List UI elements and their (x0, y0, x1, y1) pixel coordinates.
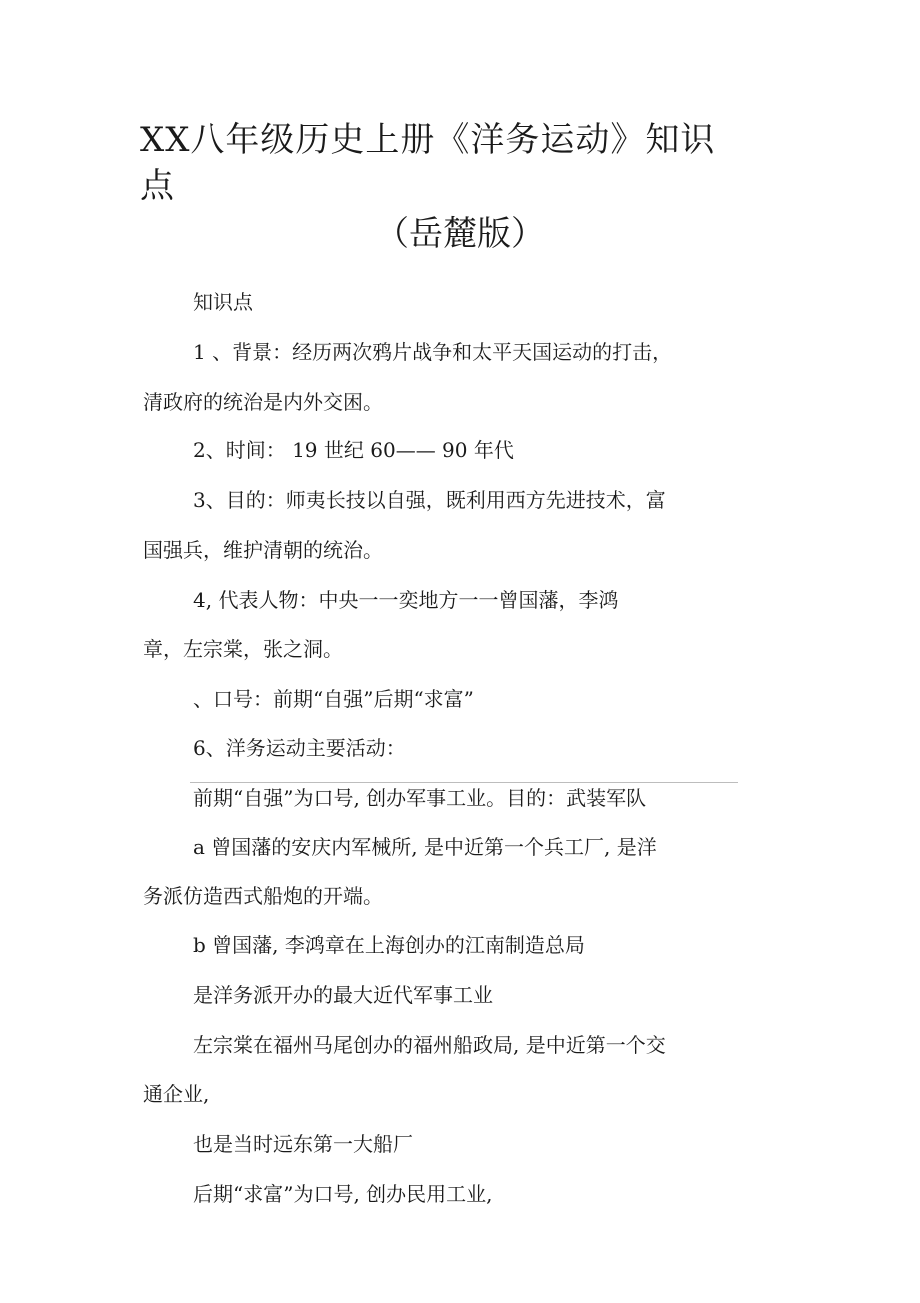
paragraph-line: 章，左宗棠，张之洞。 (143, 637, 343, 661)
paragraph-line: a 曾国藩的安庆内军械所, 是中近第一个兵工厂, 是洋 (193, 835, 657, 859)
divider-line (190, 782, 738, 783)
paragraph-line: 6、洋务运动主要活动： (193, 736, 406, 760)
paragraph-line: 3、目的：师夷长技以自强，既利用西方先进技术，富 (193, 488, 666, 512)
document-subtitle: （岳麓版） (375, 214, 545, 254)
document-title: XX八年级历史上册《洋务运动》知识 (140, 120, 716, 160)
paragraph-line: 也是当时远东第一大船厂 (193, 1132, 413, 1156)
document-title-continued: 点 (140, 166, 174, 206)
paragraph-line: 通企业, (143, 1082, 210, 1106)
paragraph-line: 后期“求富”为口号, 创办民用工业, (193, 1182, 493, 1206)
paragraph-line: 4, 代表人物：中央一一奕地方一一曾国藩，李鸿 (193, 588, 619, 612)
paragraph-line: 1 、背景：经历两次鸦片战争和太平天国运动的打击， (193, 340, 673, 364)
paragraph-line: 是洋务派开办的最大近代军事工业 (193, 983, 493, 1007)
paragraph-line: 左宗棠在福州马尾创办的福州船政局, 是中近第一个交 (193, 1033, 666, 1057)
paragraph-line: 国强兵，维护清朝的统治。 (143, 538, 383, 562)
paragraph-line: 2、时间： 19 世纪 60—— 90 年代 (193, 438, 514, 462)
section-heading: 知识点 (193, 290, 253, 314)
paragraph-line: 前期“自强”为口号, 创办军事工业。目的：武装军队 (193, 786, 647, 810)
paragraph-line: b 曾国藩, 李鸿章在上海创办的江南制造总局 (193, 933, 585, 957)
paragraph-line: 务派仿造西式船炮的开端。 (143, 884, 383, 908)
paragraph-line: 清政府的统治是内外交困。 (143, 390, 383, 414)
paragraph-line: 、口号：前期“自强”后期“求富” (193, 687, 474, 711)
